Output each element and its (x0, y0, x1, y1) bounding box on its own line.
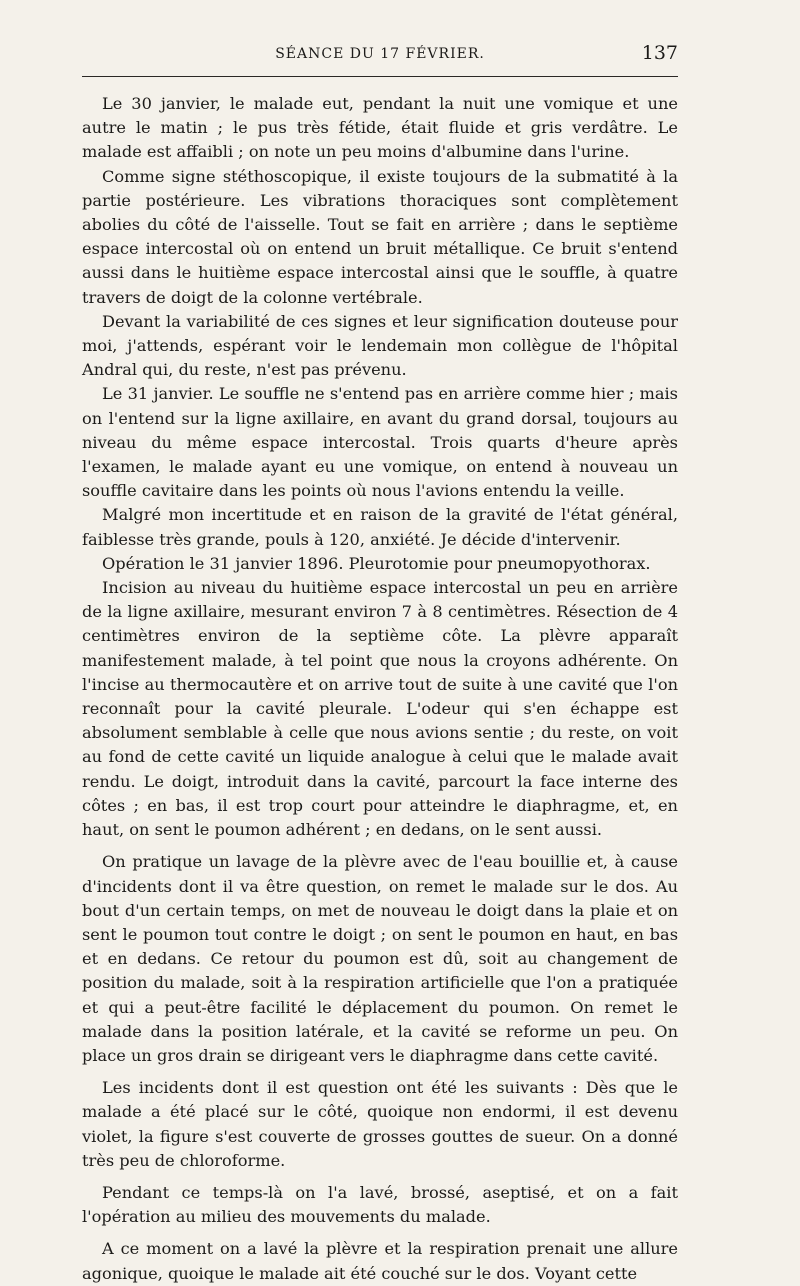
running-title: SÉANCE DU 17 FÉVRIER. (275, 46, 485, 62)
page-number: 137 (641, 42, 678, 64)
paragraph: Les incidents dont il est question ont été les suivants : Dès que le malade a été placé sur le côté, quoique non endormi, il est devenu violet, la figure s'est couverte de grosses gouttes de sueur. On a donné très peu de chloroforme. (82, 1078, 678, 1170)
header-rule (82, 76, 678, 77)
paragraph: Devant la variabilité de ces signes et leur signification douteuse pour moi, j'attends, espérant voir le lendemain mon collègue de l'hôpital Andral qui, du reste, n'est pas prévenu. (82, 311, 678, 380)
paragraph: Le 31 janvier. Le souffle ne s'entend pas en arrière comme hier ; mais on l'entend sur la ligne axillaire, en avant du grand dorsal, toujours au niveau du même espace intercostal. Trois quarts d'heure après l'examen, le malade ayant eu une vomique, on entend à nouveau un souffle cavitaire dans les points où nous l'avions entendu la veille. (82, 384, 678, 501)
paragraph: Le 30 janvier, le malade eut, pendant la nuit une vomique et une autre le matin ; le pus très fétide, était fluide et gris verdâtre. Le malade est affaibli ; on note un peu moins d'albumine dans l'urine. (82, 94, 678, 162)
paragraph: A ce moment on a lavé la plèvre et la respiration prenait une allure agonique, quoique le malade ait été couché sur le dos. Voyant cette (82, 1239, 678, 1283)
paragraph: Incision au niveau du huitième espace intercostal un peu en arrière de la ligne axillaire, mesurant environ 7 à 8 centimètres. Résection de 4 centimètres environ de la septième côte. La plèvre apparaît manifestement malade, à tel point que nous la croyons adhérente. On l'incise au thermocautère et on arrive tout de suite à une cavité que l'on reconnaît pour la cavité pleurale. L'odeur qui s'en échappe est absolument semblable à celle que nous avions sentie ; du reste, on voit au fond de cette cavité un liquide analogue à celui que le malade avait rendu. Le doigt, introduit dans la cavité, parcourt la face interne des côtes ; en bas, il est trop court pour atteindre le diaphragme, et, en haut, on sent le poumon adhérent ; en dedans, on le sent aussi. (82, 578, 678, 840)
paragraph: Malgré mon incertitude et en raison de la gravité de l'état général, faiblesse très grande, pouls à 120, anxiété. Je décide d'intervenir. (82, 505, 678, 549)
paragraph: On pratique un lavage de la plèvre avec de l'eau bouillie et, à cause d'incidents dont il va être question, on remet le malade sur le dos. Au bout d'un certain temps, on met de nouveau le doigt dans la plaie et on sent le poumon tout contre le doigt ; on sent le poumon en haut, en bas et en dedans. Ce retour du poumon est dû, soit au changement de position du malade, soit à la respiration artificielle que l'on a pratiquée et qui a peut-être facilité le déplacement du poumon. On remet le malade dans la position latérale, et la cavité se reforme un peu. On place un gros drain se dirigeant vers le diaphragme dans cette cavité. (82, 852, 678, 1065)
page-header (82, 42, 678, 70)
body-text (82, 92, 678, 1286)
paragraph: Comme signe stéthoscopique, il existe toujours de la submatité à la partie postérieure. Les vibrations thoraciques sont complètement abolies du côté de l'aisselle. Tout se fait en arrière ; dans le septième espace intercostal où on entend un bruit métallique. Ce bruit s'entend aussi dans le huitième espace intercostal ainsi que le souffle, à quatre travers de doigt de la colonne vertébrale. (82, 166, 678, 307)
paragraph: Pendant ce temps-là on l'a lavé, brossé, aseptisé, et on a fait l'opération au milieu des mouvements du malade. (82, 1182, 678, 1227)
paragraph: Opération le 31 janvier 1896. Pleurotomie pour pneumopyothorax. (102, 553, 651, 573)
